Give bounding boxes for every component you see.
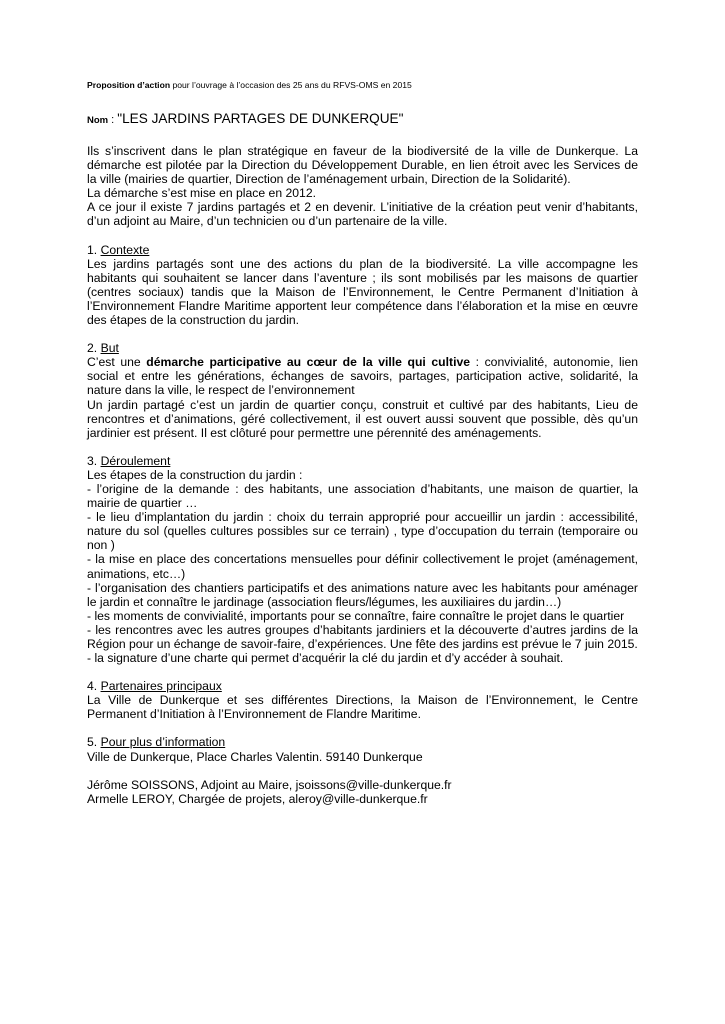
section-title: Contexte (100, 242, 150, 257)
section-information (87, 735, 638, 805)
section-deroulement (87, 454, 638, 665)
section-title: Pour plus d’information (100, 735, 226, 750)
but-paragraph-1 (87, 355, 638, 397)
section-heading (87, 679, 638, 693)
but-emphasis: démarche participative au cœur de la ville qui cultive (146, 355, 471, 370)
section-heading (87, 243, 638, 257)
section-title: Déroulement (100, 453, 171, 468)
list-item: - l’organisation des chantiers participatifs et des animations nature avec les habitants pour aménager le jardin et connaître le jardinage (association fleurs/légumes, les auxiliaires du jardin…) (87, 580, 638, 609)
section-title: But (100, 341, 119, 356)
but-text-start: C’est une (87, 355, 147, 370)
section-heading (87, 341, 638, 355)
document-header (87, 80, 638, 91)
title-label: Nom (87, 115, 109, 126)
contact-line: Armelle LEROY, Chargée de projets, aleroy@ville-dunkerque.fr (87, 791, 428, 806)
contact-line: Jérôme SOISSONS, Adjoint au Maire, jsoissons@ville-dunkerque.fr (87, 777, 452, 792)
list-item: - la mise en place des concertations mensuelles pour définir collectivement le projet (aménagement, animations, etc…) (87, 552, 638, 581)
list-item: - le lieu d’implantation du jardin : choix du terrain approprié pour accueillir un jardin : accessibilité, nature du sol (quelles cultures possibles sur ce terrain) , type d’occupation du terrain (temporaire ou non ) (87, 510, 638, 553)
section-partenaires (87, 679, 638, 721)
but-text-end: : convivialité, autonomie, lien social et entre les générations, échanges de savoirs, partages, participation active, solidarité, la nature dans la ville, le respect de l’environnement (87, 355, 639, 398)
section-text: La Ville de Dunkerque et ses différentes Directions, la Maison de l’Environnement, le Centre Permanent d’Initiation à l’Environnement de Flandre Maritime. (87, 693, 638, 722)
section-text: Les jardins partagés sont une des actions du plan de la biodiversité. La ville accompagne les habitants qui souhaitent se lancer dans l’aventure ; ils sont mobilisés par les maisons de quartier (centres sociaux) tandis que la Maison de l’Environnement, le Centre Permanent d’Initiation à l’Environnement Flandre Maritime apportent leur compétence dans l’élaboration et la mise en œuvre des étapes de la construction du jardin. (87, 256, 638, 328)
deroulement-intro: Les étapes de la construction du jardin : (87, 467, 303, 482)
address-line: Ville de Dunkerque, Place Charles Valentin. 59140 Dunkerque (87, 749, 423, 764)
document-title (87, 111, 638, 129)
intro-paragraph-1: Ils s’inscrivent dans le plan stratégique en faveur de la biodiversité de la ville de Dunkerque. La démarche est pilotée par la Direction du Développement Durable, en lien étroit avec les Services de la ville (mairies de quartier, Direction de l’aménagement urbain, Direction de la Solidarité). (87, 144, 638, 187)
section-number: 1. (87, 242, 101, 257)
intro-paragraph-2: La démarche s’est mise en place en 2012. (87, 186, 316, 201)
but-paragraph-2: Un jardin partagé c’est un jardin de quartier conçu, construit et cultivé par des habitants, Lieu de rencontres et d’animations, géré collectivement, il est ouvert aussi souvent que possible, dès qu’un jardinier est présent. Il est clôturé pour permettre une pérennité des aménagements. (87, 397, 638, 440)
section-heading (87, 454, 638, 468)
section-number: 5. (87, 735, 101, 750)
section-heading (87, 735, 638, 749)
section-number: 2. (87, 341, 101, 356)
title-separator: : (108, 114, 118, 126)
header-rest: pour l’ouvrage à l’occasion des 25 ans du RFVS-OMS en 2015 (170, 80, 412, 90)
list-item: - les moments de convivialité, importants pour se connaître, faire connaître le projet dans le quartier (87, 608, 625, 623)
section-contexte (87, 243, 638, 328)
list-item: - l’origine de la demande : des habitants, une association d’habitants, une maison de quartier, la mairie de quartier … (87, 481, 638, 511)
section-number: 3. (87, 453, 101, 468)
intro-section (87, 144, 638, 229)
list-item: - les rencontres avec les autres groupes d’habitants jardiniers et la découverte d’autres jardins de la Région pour un échange de savoir-faire, d’expériences. Une fête des jardins est prévue le 7 juin 2015. (87, 622, 638, 651)
section-but (87, 341, 638, 440)
title-value: "LES JARDINS PARTAGES DE DUNKERQUE" (117, 111, 404, 126)
intro-paragraph-3: A ce jour il existe 7 jardins partagés et 2 en devenir. L’initiative de la création peut venir d’habitants, d’un adjoint au Maire, d’un technicien ou d’un partenaire de la ville. (87, 200, 638, 229)
document-page (87, 80, 638, 806)
list-item: - la signature d’une charte qui permet d’acquérir la clé du jardin et d’y accéder à souhait. (87, 651, 564, 666)
section-number: 4. (87, 679, 101, 694)
section-title: Partenaires principaux (100, 679, 222, 694)
header-bold: Proposition d’action (87, 80, 171, 90)
